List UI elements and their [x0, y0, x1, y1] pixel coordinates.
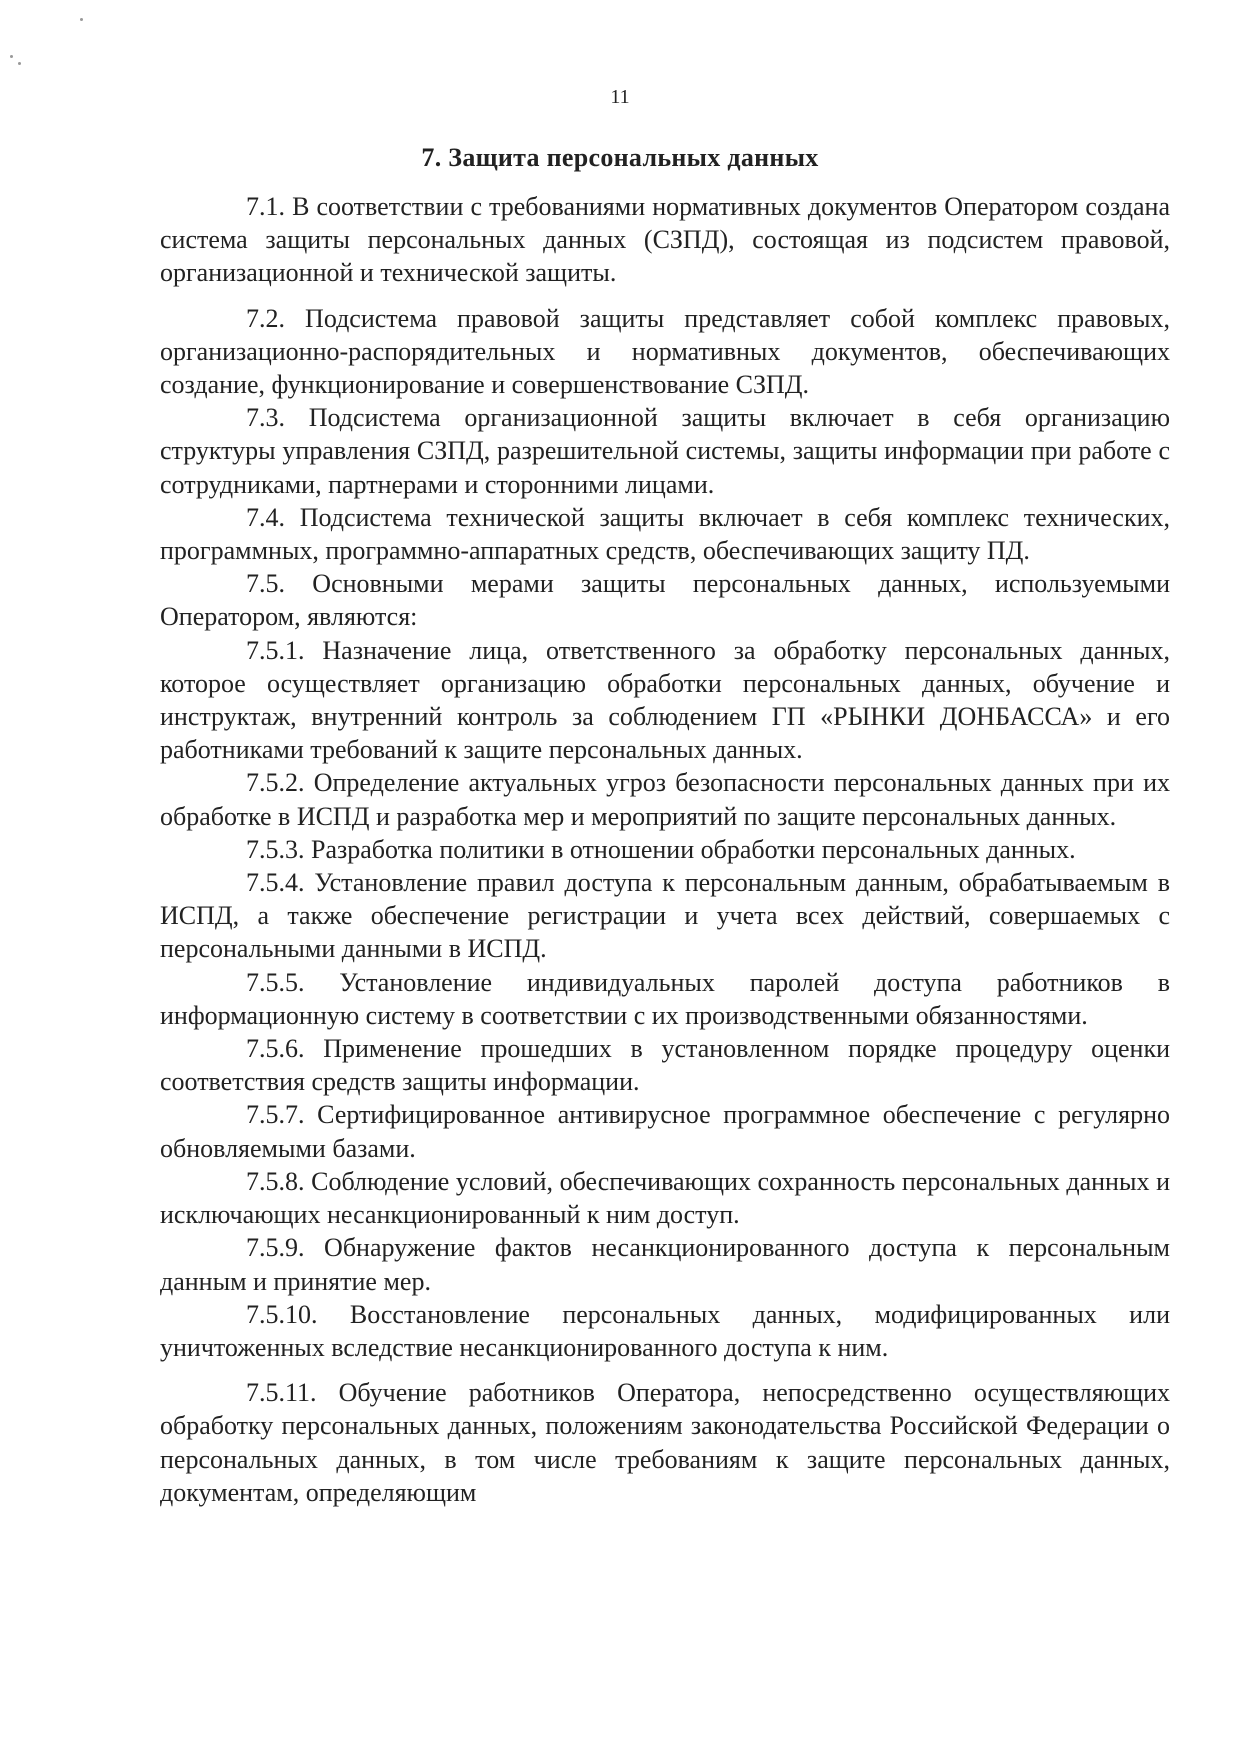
- paragraph-7-5: 7.5. Основными мерами защиты персональных данных, используемыми Оператором, являются:: [160, 569, 1170, 632]
- paragraph-7-5-9: 7.5.9. Обнаружение фактов несанкционированного доступа к персональным данным и принятие мер.: [160, 1233, 1170, 1296]
- paragraph-7-4: 7.4. Подсистема технической защиты включает в себя комплекс технических, программных, программно-аппаратных средств, обеспечивающих защиту ПД.: [160, 502, 1170, 566]
- document-body: [160, 190, 1170, 1509]
- section-title: 7. Защита персональных данных: [421, 143, 819, 172]
- paragraph-7-5-2: 7.5.2. Определение актуальных угроз безопасности персональных данных при их обработке в ИСПД и разработка мер и мероприятий по защите персональных данных.: [160, 768, 1170, 831]
- paragraph-7-3: 7.3. Подсистема организационной защиты включает в себя организацию структуры управления СЗПД, разрешительной системы, защиты информации при работе с сотрудниками, партнерами и сторонними лицами.: [160, 403, 1170, 499]
- paragraph-7-5-6: 7.5.6. Применение прошедших в установленном порядке процедуру оценки соответствия средств защиты информации.: [160, 1034, 1170, 1097]
- paragraph-7-5-1: 7.5.1. Назначение лица, ответственного за обработку персональных данных, которое осуществляет организацию обработки персональных данных, обучение и инструктаж, внутренний контроль за соблюдением ГП «РЫНКИ ДОНБАССА» и его работниками требований к защите персональных данных.: [160, 635, 1170, 765]
- paragraph-7-5-8: 7.5.8. Соблюдение условий, обеспечивающих сохранность персональных данных и исключающих несанкционированный к ним доступ.: [160, 1166, 1170, 1230]
- paragraph-7-5-10: 7.5.10. Восстановление персональных данных, модифицированных или уничтоженных вследствие несанкционированного доступа к ним.: [160, 1299, 1170, 1362]
- scan-artifact: [10, 55, 13, 58]
- paragraph-7-5-5: 7.5.5. Установление индивидуальных паролей доступа работников в информационную систему в соответствии с их производственными обязанностями.: [160, 967, 1170, 1030]
- page-number: 11: [610, 86, 630, 108]
- paragraph-7-1: 7.1. В соответствии с требованиями нормативных документов Оператором создана система защиты персональных данных (СЗПД), состоящая из подсистем правовой, организационной и технической защиты.: [160, 192, 1170, 288]
- paragraph-7-5-7: 7.5.7. Сертифицированное антивирусное программное обеспечение с регулярно обновляемыми базами.: [160, 1100, 1170, 1163]
- scan-artifact: [80, 18, 83, 21]
- paragraph-7-5-3: 7.5.3. Разработка политики в отношении обработки персональных данных.: [246, 834, 1076, 864]
- paragraph-7-5-11: 7.5.11. Обучение работников Оператора, непосредственно осуществляющих обработку персональных данных, положениям законодательства Российской Федерации о персональных данных, в том числе требованиям к защите персональных данных, документам, определяющим: [160, 1378, 1170, 1507]
- scan-artifact: [18, 62, 21, 65]
- paragraph-7-2: 7.2. Подсистема правовой защиты представляет собой комплекс правовых, организационно-распорядительных и нормативных документов, обеспечивающих создание, функционирование и совершенствование СЗПД.: [160, 303, 1170, 400]
- paragraph-7-5-4: 7.5.4. Установление правил доступа к персональным данным, обрабатываемым в ИСПД, а также обеспечение регистрации и учета всех действий, совершаемых с персональными данными в ИСПД.: [160, 868, 1170, 964]
